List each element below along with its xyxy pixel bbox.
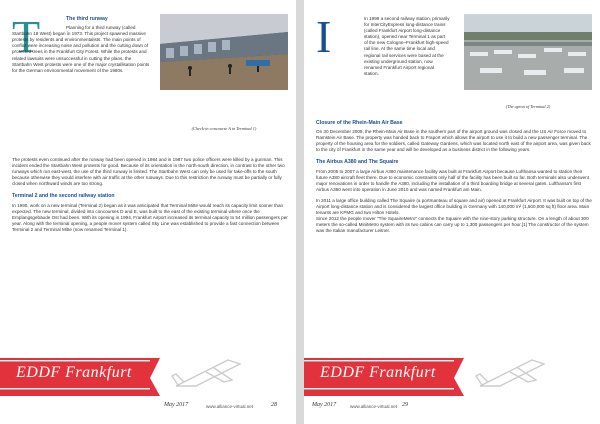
ribbon-text: EDDF Frankfurt [320, 364, 436, 381]
apron-photo [464, 14, 592, 90]
section-heading: Terminal 2 and the second railway station [12, 193, 115, 200]
footer-url: www.alliance-virtual.net [206, 404, 254, 409]
page-number: 28 [271, 402, 277, 408]
concourse-photo [160, 14, 288, 90]
paragraph: In 1990, work on a new terminal (Terminal 2) began as it was anticipated that Terminal Mitte would reach its capacity limit sooner than expected. The new terminal, divided into concourses D and E, was built to the east of the existing terminal where once the Emplangsgebäude Ost had been. With its opening in 1994, Frankfurt Airport increased its terminal capacity to 54 million passengers per year. Along with the terminal opening, a people mover system called Sky Line was established to provide a fast connection between Terminal 2 and Terminal Mitte (now renamed Terminal 1). [12, 202, 288, 232]
footer-url: www.alliance-virtual.net [350, 404, 398, 409]
ribbon-text: EDDF Frankfurt [16, 364, 132, 381]
paragraph: From 2005 to 2007 a large Airbus A380 maintenance facility was built at Frankfurt Airport because Lufthansa wanted to station their future A380 aircraft fleet there. Due to economic constraints only half of the facility has been built so far. Both terminals also underwent major renovations in order to handle the A380, including the installation of a third boarding bridge at several gates. Lufthansa's first Airbus A380 went into operation in June 2010 and was named Frankfurt am Main. [316, 168, 589, 192]
right-body [316, 114, 592, 240]
eddf-ribbon [0, 352, 296, 396]
section-heading: Closure of the Rhein-Main Air Base [316, 120, 403, 126]
eddf-ribbon [304, 352, 600, 396]
intro-paragraph: Planning for a third runway (called Startbahn 18 West) began in 1973. This project spawned massive protests by residents and environmentalists. The main points of conflict were increasing noise and pollution and the cutting down of protected trees in the Frankfurt City Forest. While the protests and related lawsuits were unsuccessful in cutting the plans, the Startbahn West protests were one of the major crystallisation points for the German environmental movement of the 1980s. [12, 25, 150, 73]
right-intro [364, 16, 450, 77]
left-intro [12, 11, 150, 74]
section-heading: The Airbus A380 and The Squaire [316, 159, 399, 166]
paragraph: Since 2012 the people mover "The SquaireMetro" connects the Squaire with the nine-story parking structure. On a length of about 300 meters the so-called MiniMetro system with its two cabins can carry up to 1,300 passengers per hour.[1] The constructor of the system was the Italian manufacturer Leitner. [316, 216, 589, 234]
footer-date: May 2017 [164, 402, 189, 408]
drop-cap: T [12, 11, 41, 62]
footer-date: May 2017 [312, 402, 337, 408]
paragraph: On 30 December 2005, the Rhein-Main Air Base in the southern part of the airport ground was closed and the US Air Force moved to Ramstein Air Base. The property was handed back to Fraport which allows the airport to use it to build a new passenger terminal. The property of the housing area for the soldiers, called Gateway Gardens, which was located north east of the airport area, was given back to the city of Frankfurt in the same year and will be developed as a business district in the following years. [316, 129, 591, 153]
left-body [12, 157, 288, 238]
photo-caption: (The apron of Terminal 2) [505, 104, 551, 109]
section-heading: The third runway [66, 16, 108, 22]
page-number: 29 [402, 402, 408, 408]
intro-paragraph: In 1999 a second railway station, primarily for InterCityExpress long-distance trains (called Frankfurt Airport long-distance station), opened near Terminal 1 as part of the new Cologne–Frankfurt high-speed rail line. At the same time local and regional rail services were based at the existing underground station, now renamed Frankfurt Airport regional station. [364, 16, 450, 76]
right-page [304, 0, 600, 424]
left-page [0, 0, 296, 424]
paragraph: The protests even continued after the runway had been opened in 1984 and in 1987 two police officers were killed by a gunman. This incident ended the Startbahn West protests for good. Because of its orientation in the north-south direction, in contrast to the other two runways which run east-west, the use of the third runway is limited. The Startbahn West can only be used for take-offs to the south because otherwise they would interfere with air traffic at the other runways. Due to this restriction the runway must be partially or fully closed when northward winds are too strong. [12, 157, 285, 187]
photo-caption: (Check-in concourse A in Terminal 1) [191, 126, 257, 131]
drop-cap: I [316, 11, 332, 62]
paragraph: In 2011 a large office building called The Squaire (a portmanteau of square and air) opened at Frankfurt Airport. It was built on top of the Airport long-distance station and is considered the largest office building in Germany with 140,000 m² (1,500,000 sq ft) floor area. Main tenants are KPMG and two Hilton Hotels. [316, 197, 592, 216]
